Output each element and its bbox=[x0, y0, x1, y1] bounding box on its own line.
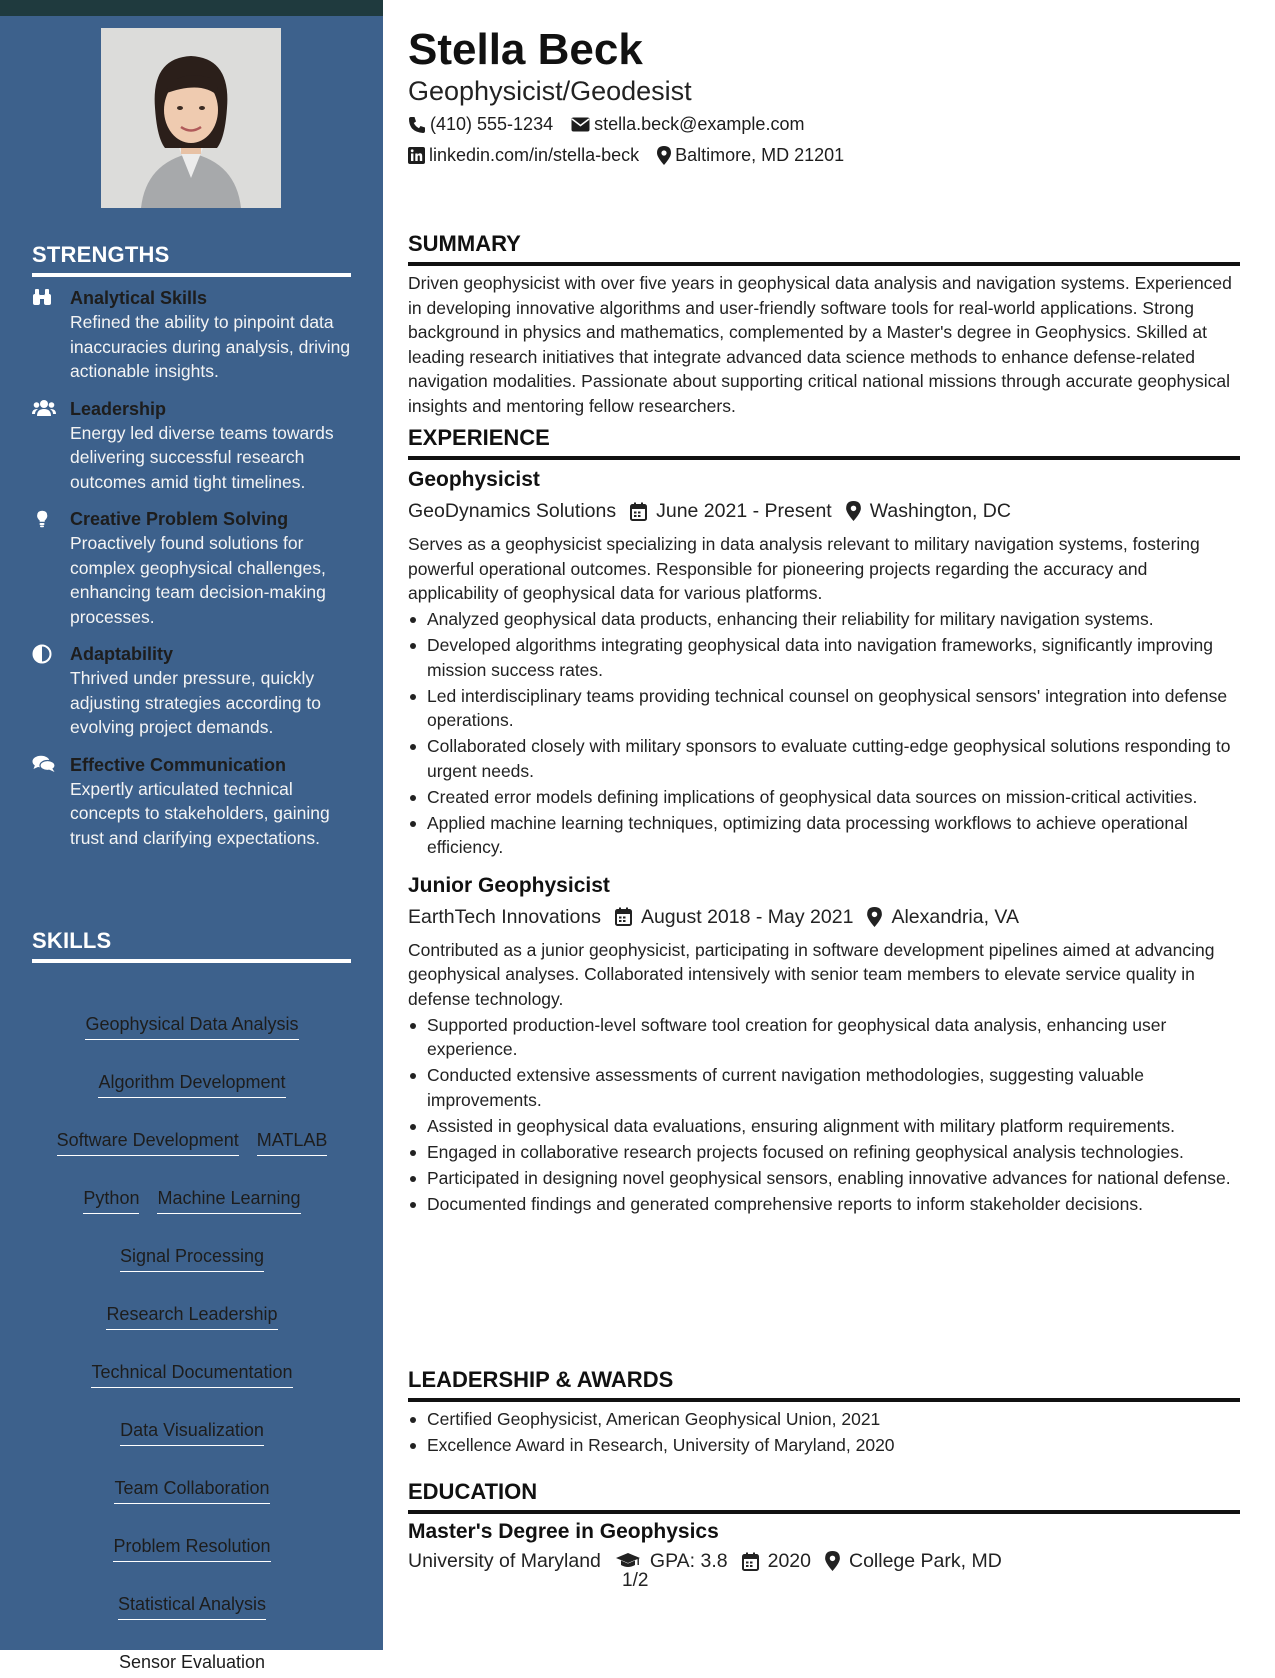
job-entry bbox=[408, 466, 1240, 860]
location-text: Baltimore, MD 21201 bbox=[675, 145, 845, 165]
contact-row bbox=[408, 114, 822, 135]
awards-list bbox=[408, 1407, 1240, 1458]
education-heading: EDUCATION bbox=[408, 1478, 1240, 1514]
bullet-item: Supported production-level software tool creation for geophysical data analysis, enhancing user experience. bbox=[408, 1013, 1240, 1062]
strength-description: Refined the ability to pinpoint data inaccuracies during analysis, driving actionable insights. bbox=[70, 312, 351, 381]
skill-tag: Signal Processing bbox=[120, 1244, 264, 1272]
binoculars-icon bbox=[32, 286, 70, 384]
strength-description: Proactively found solutions for complex geophysical challenges, enhancing team decision-making processes. bbox=[70, 533, 326, 627]
calendar-icon bbox=[630, 502, 647, 521]
school-name: University of Maryland bbox=[408, 1550, 601, 1572]
envelope-icon bbox=[571, 117, 590, 132]
users-icon bbox=[32, 397, 70, 495]
strength-description: Expertly articulated technical concepts to stakeholders, gaining trust and clarifying expectations. bbox=[70, 778, 330, 848]
skill-tag: Geophysical Data Analysis bbox=[85, 1012, 298, 1040]
calendar-icon bbox=[742, 1552, 759, 1571]
calendar-icon bbox=[615, 907, 632, 926]
skill-tag: Problem Resolution bbox=[113, 1534, 270, 1562]
skills-list bbox=[32, 1012, 352, 1678]
linkedin-link[interactable]: linkedin.com/in/stella-beck bbox=[429, 145, 640, 165]
bullet-item: Documented findings and generated comprehensive reports to inform stakeholder decisions. bbox=[408, 1192, 1240, 1217]
job-dates: June 2021 - Present bbox=[656, 500, 832, 522]
bullet-item: Collaborated closely with military sponsors to evaluate cutting-edge geophysical solutions responding to urgent needs. bbox=[408, 734, 1240, 783]
awards-heading: LEADERSHIP & AWARDS bbox=[408, 1366, 1240, 1402]
lightbulb-icon bbox=[32, 507, 70, 629]
education-section bbox=[408, 1478, 1240, 1582]
strength-description: Thrived under pressure, quickly adjusting strategies according to evolving project demands. bbox=[70, 668, 321, 737]
summary-section bbox=[408, 230, 1240, 418]
bullet-item: Assisted in geophysical data evaluations, ensuring alignment with military platform requirements. bbox=[408, 1114, 1240, 1139]
bullet-item: Led interdisciplinary teams providing technical counsel on geophysical sensors' integration into defense operations. bbox=[408, 684, 1240, 733]
education-meta bbox=[408, 1546, 1240, 1576]
linkedin-icon bbox=[408, 147, 425, 164]
skill-tag: MATLAB bbox=[257, 1128, 328, 1156]
strength-item bbox=[32, 507, 352, 629]
graduation-cap-icon bbox=[615, 1552, 641, 1570]
job-title: Junior Geophysicist bbox=[408, 873, 610, 897]
skill-tag: Python bbox=[83, 1186, 139, 1214]
experience-heading: EXPERIENCE bbox=[408, 424, 1240, 460]
map-pin-icon bbox=[657, 146, 671, 165]
experience-section bbox=[408, 424, 1240, 1216]
strengths-list bbox=[32, 286, 352, 863]
phone-number: (410) 555-1234 bbox=[430, 114, 554, 134]
bullet-item: Applied machine learning techniques, optimizing data processing workflows to achieve operational efficiency. bbox=[408, 811, 1240, 860]
strength-item bbox=[32, 397, 352, 495]
top-accent-bar bbox=[0, 0, 383, 16]
half-circle-icon bbox=[32, 642, 70, 740]
job-location: Washington, DC bbox=[869, 500, 1011, 522]
skills-heading: SKILLS bbox=[32, 928, 351, 963]
award-item: Excellence Award in Research, University of Maryland, 2020 bbox=[408, 1433, 1240, 1458]
strength-item bbox=[32, 753, 352, 851]
summary-text: Driven geophysicist with over five years in geophysical data analysis and navigation systems. Experienced in developing innovative algorithms and user-friendly software tools for real-world applications. Strong background in physics and mathematics, complemented by a Master's degree in Geophysics. Skilled at leading research initiatives that integrate advanced data science methods to enhance defense-related navigation modalities. Passionate about supporting critical national missions through accurate geophysical insights and mentoring fellow researchers. bbox=[408, 273, 1232, 416]
bullet-item: Participated in designing novel geophysical sensors, enabling innovative advances for national defense. bbox=[408, 1166, 1240, 1191]
contact-row bbox=[408, 145, 862, 166]
strength-title: Leadership bbox=[70, 398, 167, 419]
awards-section bbox=[408, 1366, 1240, 1458]
company-name: GeoDynamics Solutions bbox=[408, 500, 617, 522]
map-pin-icon bbox=[867, 907, 882, 927]
bullet-item: Conducted extensive assessments of current navigation methodologies, suggesting valuable improvements. bbox=[408, 1063, 1240, 1112]
job-entry bbox=[408, 872, 1240, 1217]
page-number: 1/2 bbox=[622, 1570, 649, 1591]
strength-title: Effective Communication bbox=[70, 754, 287, 775]
bullet-item: Created error models defining implications of geophysical data sources on mission-critical activities. bbox=[408, 785, 1240, 810]
job-bullets bbox=[408, 607, 1240, 860]
skill-tag: Research Leadership bbox=[106, 1302, 277, 1330]
map-pin-icon bbox=[825, 1551, 840, 1571]
skill-tag: Software Development bbox=[57, 1128, 239, 1156]
bullet-item: Developed algorithms integrating geophysical data into navigation frameworks, significantly improving mission success rates. bbox=[408, 633, 1240, 682]
strength-description: Energy led diverse teams towards delivering successful research outcomes amid tight timelines. bbox=[70, 422, 334, 492]
job-bullets bbox=[408, 1013, 1240, 1217]
skill-tag: Algorithm Development bbox=[98, 1070, 285, 1098]
job-dates: August 2018 - May 2021 bbox=[640, 905, 854, 928]
skill-tag: Team Collaboration bbox=[114, 1476, 269, 1504]
job-meta bbox=[408, 902, 1240, 932]
degree-title: Master's Degree in Geophysics bbox=[408, 1520, 719, 1543]
bullet-item: Analyzed geophysical data products, enhancing their reliability for military navigation systems. bbox=[408, 607, 1240, 632]
job-title: Geophysicist bbox=[408, 468, 540, 491]
job-location: Alexandria, VA bbox=[891, 905, 1019, 928]
skill-tag: Technical Documentation bbox=[91, 1360, 292, 1388]
map-pin-icon bbox=[846, 501, 861, 521]
comments-icon bbox=[32, 753, 70, 851]
strength-title: Analytical Skills bbox=[70, 288, 208, 308]
graduation-year: 2020 bbox=[767, 1550, 811, 1572]
strength-item bbox=[32, 642, 352, 740]
skill-tag: Sensor Evaluation bbox=[119, 1650, 265, 1678]
job-description: Serves as a geophysicist specializing in data analysis relevant to military navigation systems, fostering powerful operational outcomes. Responsible for pioneering projects regarding the accuracy and applicability of geophysical data for various platforms. bbox=[408, 534, 1200, 603]
skill-tag: Machine Learning bbox=[157, 1186, 300, 1214]
strengths-heading: STRENGTHS bbox=[32, 242, 351, 277]
job-description: Contributed as a junior geophysicist, participating in software development pipelines aimed at advancing geophysical analyses. Collaborated intensively with senior team members to elevate service quality in defense technology. bbox=[408, 939, 1215, 1009]
strength-item bbox=[32, 286, 352, 384]
candidate-role: Geophysicist/Geodesist bbox=[408, 76, 692, 106]
summary-heading: SUMMARY bbox=[408, 230, 1240, 266]
strength-title: Creative Problem Solving bbox=[70, 509, 289, 529]
company-name: EarthTech Innovations bbox=[408, 905, 601, 928]
gpa-text: GPA: 3.8 bbox=[649, 1550, 728, 1572]
skill-tag: Statistical Analysis bbox=[118, 1592, 266, 1620]
skill-tag: Data Visualization bbox=[120, 1418, 264, 1446]
profile-photo bbox=[101, 28, 281, 208]
job-meta bbox=[408, 496, 1240, 526]
strength-title: Adaptability bbox=[70, 644, 174, 664]
bullet-item: Engaged in collaborative research projects focused on refining geophysical analysis technologies. bbox=[408, 1140, 1240, 1165]
phone-icon bbox=[408, 116, 426, 134]
email-link[interactable]: stella.beck@example.com bbox=[594, 114, 805, 134]
award-item: Certified Geophysicist, American Geophysical Union, 2021 bbox=[408, 1407, 1240, 1432]
school-location: College Park, MD bbox=[848, 1550, 1002, 1572]
candidate-name: Stella Beck bbox=[408, 25, 643, 74]
